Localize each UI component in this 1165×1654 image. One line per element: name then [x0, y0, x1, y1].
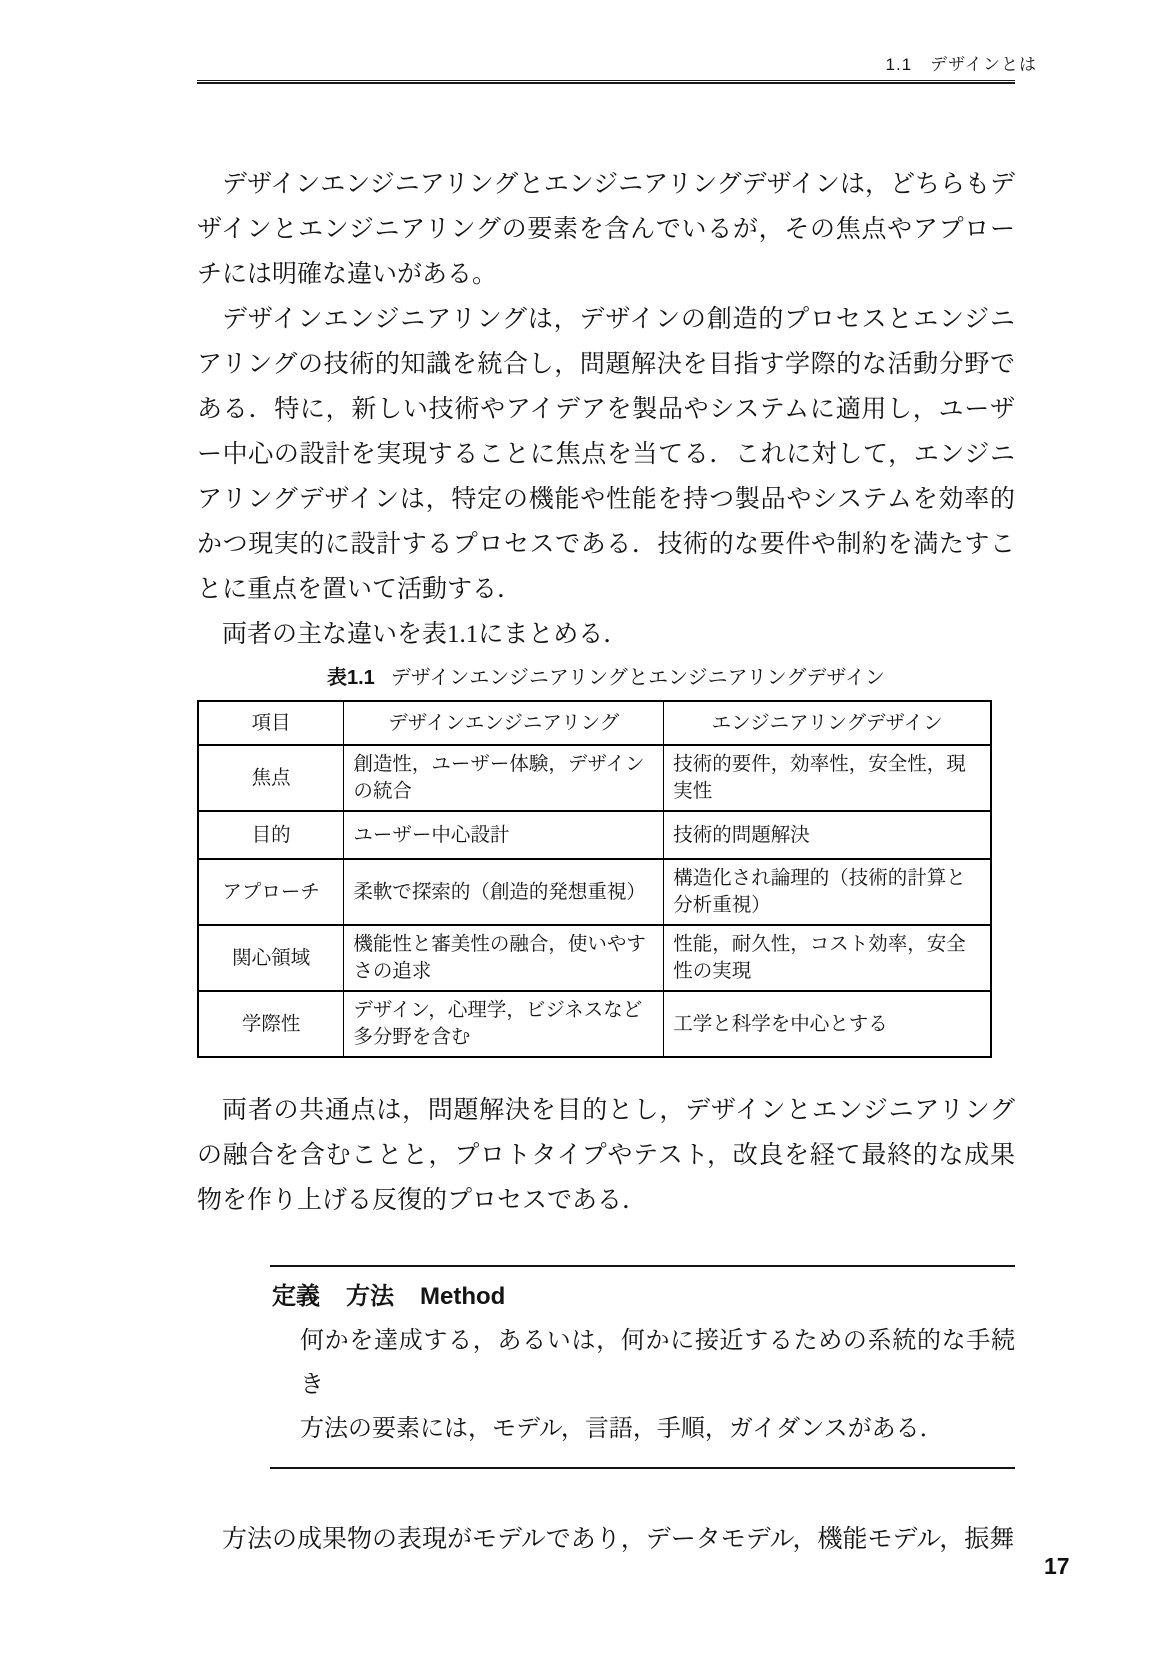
table-header-engineering-design: エンジニアリングデザイン: [664, 701, 991, 745]
definition-label: 定義: [272, 1283, 320, 1310]
comparison-table: [197, 700, 992, 1058]
definition-line: 何かを達成する，あるいは，何かに接近するための系統的な手続き: [300, 1328, 1015, 1398]
definition-term: 方法: [346, 1283, 394, 1310]
table-header-item: 項目: [198, 701, 344, 745]
table-cell-ed: 構造化され論理的（技術的計算と分析重視）: [664, 859, 991, 925]
table-cell-de: デザイン，心理学，ビジネスなど多分野を含む: [344, 991, 664, 1057]
paragraph-intro: デザインエンジニアリングとエンジニアリングデザインは，どちらもデザインとエンジニアリングの要素を含んでいるが，その焦点やアプローチには明確な違いがある。: [197, 171, 1015, 288]
table-row: [198, 745, 991, 811]
definition-box: [270, 1265, 1015, 1469]
table-cell-de: ユーザー中心設計: [344, 811, 664, 859]
paragraph-common-points: 両者の共通点は，問題解決を目的とし，デザインとエンジニアリングの融合を含むことと，プロトタイプやテスト，改良を経て最終的な成果物を作り上げる反復的プロセスである．: [197, 1097, 1015, 1214]
paragraph-table-lead: 両者の主な違いを表1.1にまとめる．: [222, 621, 629, 648]
definition-title: [272, 1279, 1015, 1315]
paragraph-model-lead: 方法の成果物の表現がモデルであり，データモデル，機能モデル，振舞: [222, 1526, 1015, 1553]
text-column: [197, 162, 1015, 1562]
table-cell-de: 創造性，ユーザー体験，デザインの統合: [344, 745, 664, 811]
running-head: 1.1 デザインとは: [885, 55, 1037, 74]
definition-line: 方法の要素には，モデル，言語，手順，ガイダンスがある．: [300, 1416, 944, 1442]
table-block: [197, 665, 1015, 1058]
table-cell-ed: 技術的問題解決: [664, 811, 991, 859]
table-row: [198, 991, 991, 1057]
table-cell-ed: 工学と科学を中心とする: [664, 991, 991, 1057]
paragraph-comparison: デザインエンジニアリングは，デザインの創造的プロセスとエンジニアリングの技術的知識を統合し，問題解決を目指す学際的な活動分野である．特に，新しい技術やアイデアを製品やシステムに適用し，ユーザー中心の設計を実現することに焦点を当てる．これに対して，エンジニアリングデザインは，特定の機能や性能を持つ製品やシステムを効率的かつ現実的に設計するプロセスである．技術的な要件や制約を満たすことに重点を置いて活動する．: [197, 306, 1015, 603]
table-caption: [197, 665, 1015, 691]
table-cell-de: 柔軟で探索的（創造的発想重視）: [344, 859, 664, 925]
table-cell-ed: 性能，耐久性，コスト効率，安全性の実現: [664, 925, 991, 991]
page-number: 17: [1044, 1553, 1070, 1579]
table-caption-title: デザインエンジニアリングとエンジニアリングデザイン: [390, 667, 885, 689]
table-cell-de: 機能性と審美性の融合，使いやすさの追求: [344, 925, 664, 991]
table-cell-item: 関心領域: [198, 925, 344, 991]
table-header-design-engineering: デザインエンジニアリング: [344, 701, 664, 745]
table-row: [198, 859, 991, 925]
table-cell-item: 目的: [198, 811, 344, 859]
table-cell-item: 焦点: [198, 745, 344, 811]
table-cell-ed: 技術的要件，効率性，安全性，現実性: [664, 745, 991, 811]
header-rule: [197, 80, 1015, 84]
table-cell-item: 学際性: [198, 991, 344, 1057]
definition-body: [270, 1319, 1015, 1451]
table-cell-item: アプローチ: [198, 859, 344, 925]
table-row: [198, 811, 991, 859]
table-header-row: [198, 701, 991, 745]
table-caption-label: 表1.1: [326, 667, 375, 689]
definition-term-en: Method: [420, 1283, 506, 1310]
table-row: [198, 925, 991, 991]
